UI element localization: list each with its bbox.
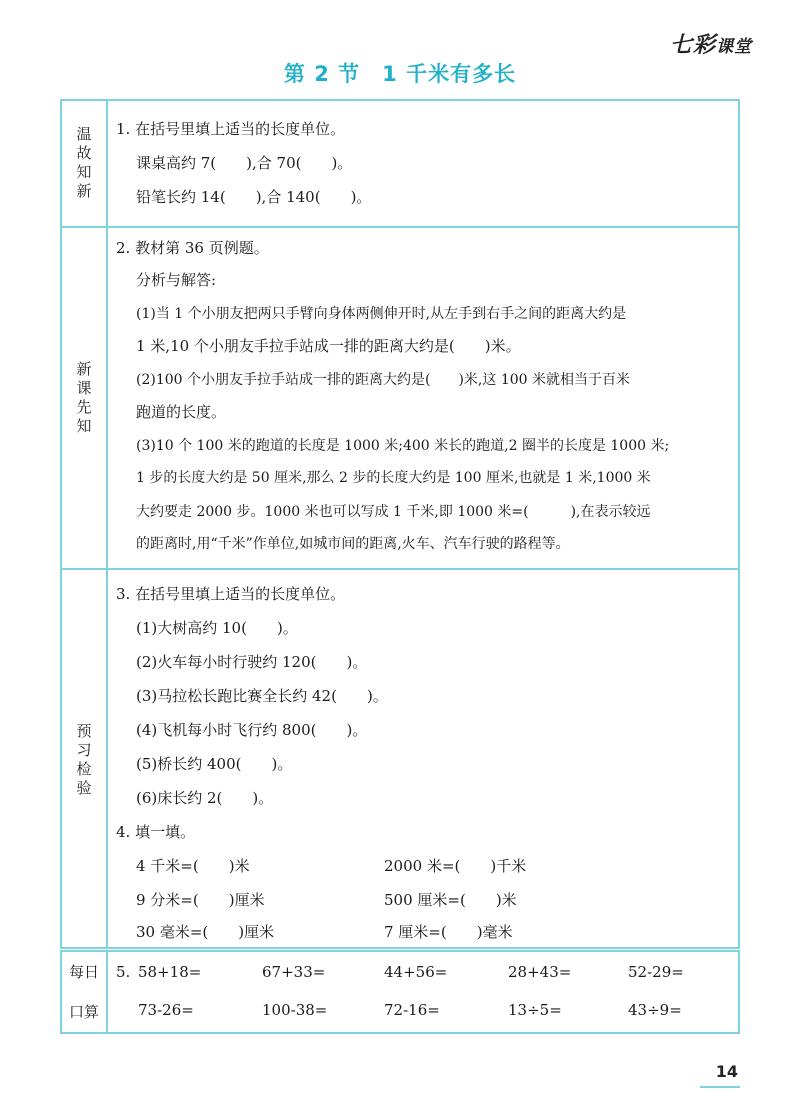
side-label-bottom: 口算 — [68, 1003, 99, 1021]
check-item: (5)桥长约 400( )。 — [136, 755, 293, 773]
side-char: 故 — [76, 144, 92, 162]
side-char: 验 — [76, 779, 92, 797]
analysis-line: 1 步的长度大约是 50 厘米,那么 2 步的长度大约是 100 厘米,也就是 1 米,1000 米 — [136, 470, 651, 486]
side-label-top: 每日 — [68, 963, 99, 981]
fill-item: 4 千米=( )米 — [136, 857, 250, 875]
fill-item: 2000 米=( )千米 — [384, 857, 527, 875]
page-corner-rule — [700, 1086, 740, 1088]
check-section — [62, 568, 738, 949]
check-item: (4)飞机每小时飞行约 800( )。 — [136, 721, 368, 739]
question-3: 3. 在括号里填上适当的长度单位。 — [116, 585, 346, 603]
question-2: 2. 教材第 36 页例题。 — [116, 239, 269, 257]
side-char: 检 — [76, 760, 92, 778]
check-item: (2)火车每小时行驶约 120( )。 — [136, 653, 368, 671]
review-section — [62, 101, 738, 226]
side-char: 新 — [76, 182, 92, 200]
check-item: (3)马拉松长跑比赛全长约 42( )。 — [136, 687, 388, 705]
worksheet-table — [60, 99, 740, 949]
side-char: 习 — [76, 741, 92, 759]
section-topic: 1 千米有多长 — [382, 62, 517, 86]
question-4: 4. 填一填。 — [116, 823, 196, 841]
analysis-line: (1)当 1 个小朋友把两只手臂向身体两侧伸开时,从左手到右手之间的距离大约是 — [136, 306, 627, 322]
question-line: 课桌高约 7( ),合 70( )。 — [136, 154, 353, 172]
preview-side-label — [62, 228, 108, 570]
side-char: 新 — [76, 360, 92, 378]
brand-logo-big: 七彩 — [669, 33, 716, 58]
question-5-number: 5. — [116, 963, 131, 981]
analysis-line: 的距离时,用“千米”作单位,如城市间的距离,火车、汽车行驶的路程等。 — [136, 536, 570, 552]
fill-item: 7 厘米=( )毫米 — [384, 923, 513, 941]
analysis-line: (3)10 个 100 米的跑道的长度是 1000 米;400 米长的跑道,2 圈半的长度是 1000 米; — [136, 438, 670, 454]
check-item: (1)大树高约 10( )。 — [136, 619, 298, 637]
check-item: (6)床长约 2( )。 — [136, 789, 274, 807]
analysis-heading: 分析与解答: — [136, 271, 217, 289]
question-1: 1. 在括号里填上适当的长度单位。 — [116, 120, 346, 138]
page-number: 14 — [715, 1062, 738, 1081]
side-char: 课 — [76, 379, 92, 397]
analysis-line: 大约要走 2000 步。1000 米也可以写成 1 千米,即 1000 米=( ),在表示较远 — [136, 504, 651, 520]
daily-side-label — [62, 952, 108, 1032]
analysis-line: 跑道的长度。 — [136, 403, 227, 421]
calc-item: 43÷9= — [628, 1001, 682, 1019]
calc-item: 67+33= — [262, 963, 326, 981]
review-side-label — [62, 101, 108, 226]
calc-item: 13÷5= — [508, 1001, 562, 1019]
question-line: 铅笔长约 14( ),合 140( )。 — [136, 188, 372, 206]
side-char: 预 — [76, 722, 92, 740]
brand-logo — [670, 28, 752, 59]
analysis-line: 1 米,10 个小朋友手拉手站成一排的距离大约是( )米。 — [136, 337, 521, 355]
analysis-line: (2)100 个小朋友手拉手站成一排的距离大约是( )米,这 100 米就相当于百米 — [136, 372, 630, 388]
calc-item: 73-26= — [138, 1001, 194, 1019]
calc-item: 28+43= — [508, 963, 572, 981]
side-char: 先 — [76, 398, 92, 416]
side-char: 温 — [76, 125, 92, 143]
calc-item: 58+18= — [138, 963, 202, 981]
calc-item: 52-29= — [628, 963, 684, 981]
fill-item: 500 厘米=( )米 — [384, 891, 517, 909]
fill-item: 9 分米=( )厘米 — [136, 891, 265, 909]
daily-calculation-table — [60, 950, 740, 1034]
section-number: 第 2 节 — [283, 62, 361, 86]
side-char: 知 — [76, 417, 92, 435]
brand-logo-small: 课堂 — [716, 37, 752, 57]
preview-section — [62, 226, 738, 570]
check-side-label — [62, 570, 108, 949]
side-char: 知 — [76, 163, 92, 181]
calc-item: 100-38= — [262, 1001, 328, 1019]
calc-item: 44+56= — [384, 963, 448, 981]
page-title — [0, 58, 800, 88]
fill-item: 30 毫米=( )厘米 — [136, 923, 275, 941]
calc-item: 72-16= — [384, 1001, 440, 1019]
